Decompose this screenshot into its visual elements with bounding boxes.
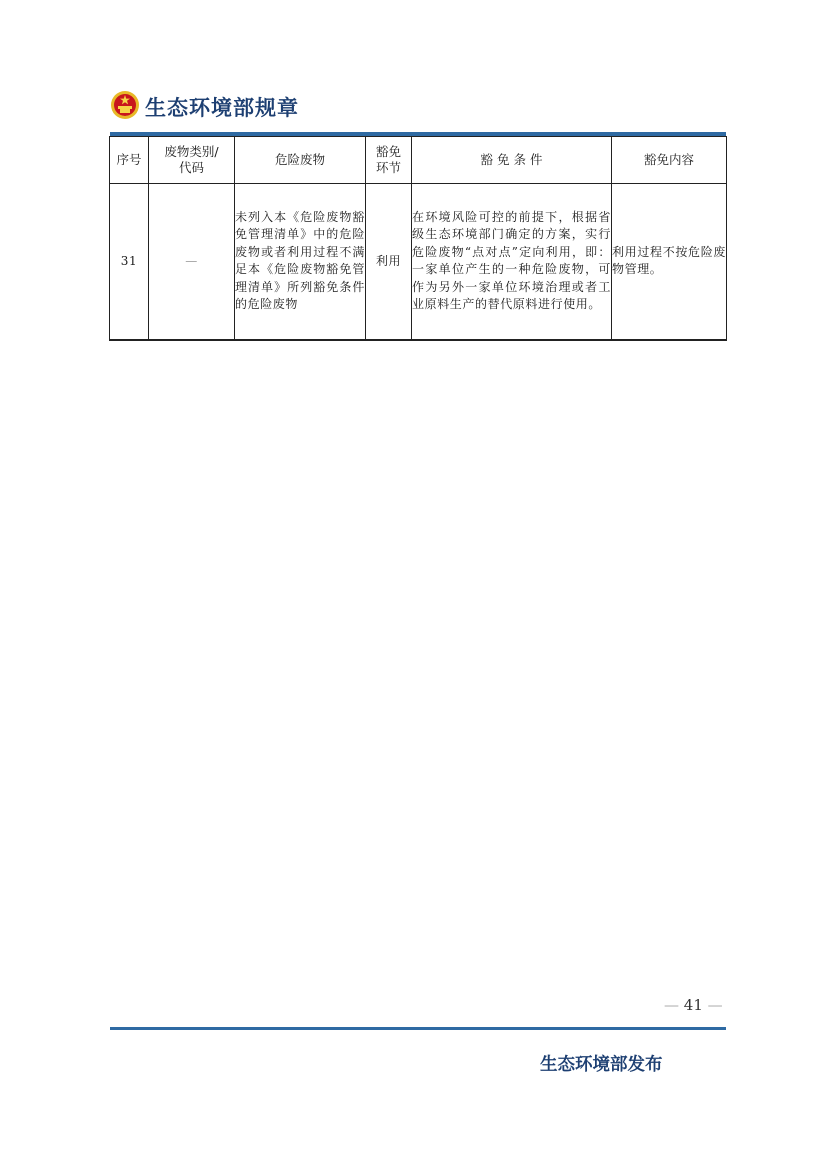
col-header-stage: 豁免 环节 — [366, 137, 412, 184]
row-waste: 未列入本《危险废物豁免管理清单》中的危险废物或者利用过程不满足本《危险废物豁免管理清单》所列豁免条件的危险废物 — [235, 184, 366, 340]
row-stage: 利用 — [366, 184, 412, 340]
col-header-no: 序号 — [110, 137, 149, 184]
row-code: — — [149, 184, 235, 340]
national-emblem-icon — [110, 90, 140, 120]
col-header-condition: 豁 免 条 件 — [412, 137, 612, 184]
col-header-content: 豁免内容 — [612, 137, 727, 184]
col-header-code: 废物类别/ 代码 — [149, 137, 235, 184]
row-content: 利用过程不按危险废物管理。 — [612, 184, 727, 340]
page-number: — 41 — — [664, 996, 723, 1014]
table-header-row — [110, 137, 727, 184]
page-number-value: 41 — [683, 996, 703, 1014]
row-condition: 在环境风险可控的前提下，根据省级生态环境部门确定的方案，实行危险废物“点对点”定向利用，即：一家单位产生的一种危险废物，可作为另外一家单位环境治理或者工业原料生产的替代原料进行使用。 — [412, 184, 612, 340]
page-header — [110, 88, 726, 130]
header-title: 生态环境部规章 — [145, 96, 299, 120]
row-no: 31 — [110, 184, 149, 340]
table-row — [110, 184, 727, 340]
exemption-table — [109, 136, 727, 341]
footer-publisher: 生态环境部发布 — [540, 1055, 663, 1075]
col-header-waste: 危险废物 — [235, 137, 366, 184]
footer-rule — [110, 1027, 726, 1030]
